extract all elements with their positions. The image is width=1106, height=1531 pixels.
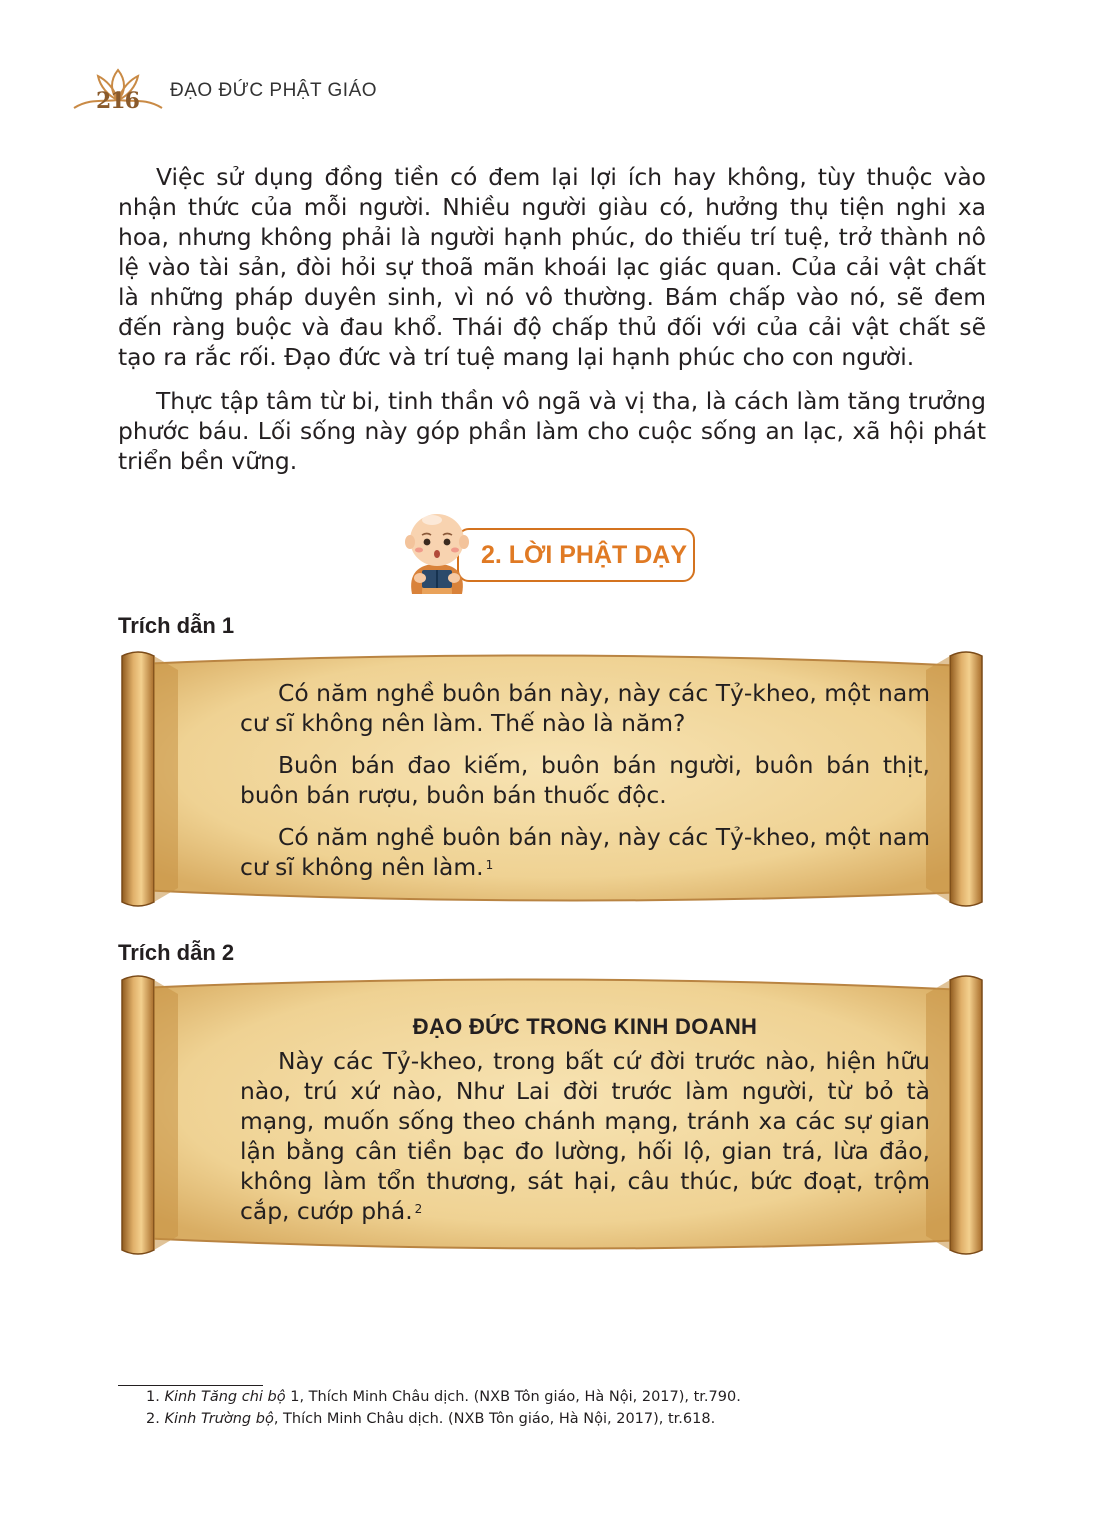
quote-1-heading: Trích dẫn 1 — [118, 613, 235, 638]
footnote-2 — [146, 1411, 715, 1427]
quote-2-text — [240, 1012, 930, 1226]
quote-1-line-1-text: Có năm nghề buôn bán này, này các Tỷ-kheo, một nam cư sĩ không nên làm. Thế nào là năm? — [240, 679, 930, 737]
paragraph-1-text: Việc sử dụng đồng tiền có đem lại lợi ích hay không, tùy thuộc vào nhận thức của mỗi người. Nhiều người giàu có, hưởng thụ tiện nghi xa hoa, nhưng không phải là người hạnh phúc, do thiếu trí tuệ, trở thành nô lệ vào tài sản, đòi hỏi sự thoã mãn khoái lạc giác quan. Của cải vật chất là những pháp duyên sinh, vì nó vô thường. Bám chấp vào nó, sẽ đem đến ràng buộc và đau khổ. Thái độ chấp thủ đối với của cải vật chất sẽ tạo ra rắc rối. Đạo đức và trí tuệ mang lại hạnh phúc cho con người. — [118, 163, 986, 371]
footnote-divider — [118, 1385, 263, 1386]
footnote-1 — [146, 1389, 741, 1405]
quote-2-scroll — [118, 972, 986, 1258]
quote-1-line-2 — [240, 750, 930, 810]
page-header — [70, 66, 470, 116]
footnote-2-citation: , Thích Minh Châu dịch. (NXB Tôn giáo, Hà Nội, 2017), tr.618. — [273, 1411, 716, 1427]
page-number: 216 — [96, 88, 139, 114]
running-header-title: ĐẠO ĐỨC PHẬT GIÁO — [170, 80, 378, 101]
monk-mascot-icon — [398, 508, 476, 598]
quote-2-paragraph-text: Này các Tỷ-kheo, trong bất cứ đời trước nào, hiện hữu nào, trú xứ nào, Như Lai đời trước làm người, từ bỏ tà mạng, muốn sống theo chánh mạng, tránh xa các sự gian lận bằng cân tiền bạc đo lường, hối lộ, gian trá, lừa đảo, không làm tổn thương, sát hại, câu thúc, bức đoạt, trộm cắp, cướp phá. — [240, 1047, 930, 1225]
paragraph-2-text: Thực tập tâm từ bi, tinh thần vô ngã và vị tha, là cách làm tăng trưởng phước báu. Lối sống này góp phần làm cho cuộc sống an lạc, xã hội phát triển bền vững. — [118, 387, 986, 475]
quote-1-line-1 — [240, 678, 930, 738]
quote-2-title: ĐẠO ĐỨC TRONG KINH DOANH — [412, 1014, 758, 1039]
body-paragraph-2 — [118, 386, 986, 476]
quote-2-paragraph — [240, 1046, 930, 1226]
footnote-1-number: 1. — [146, 1389, 160, 1405]
footnote-marker-1[interactable]: 1 — [485, 858, 494, 872]
section-heading-badge — [457, 528, 695, 582]
quote-1-text — [240, 678, 930, 894]
quote-1-line-2-text: Buôn bán đao kiếm, buôn bán người, buôn bán thịt, buôn bán rượu, buôn bán thuốc độc. — [240, 751, 930, 809]
quote-1-scroll — [118, 648, 986, 910]
footnote-1-title: Kinh Tăng chi bộ — [164, 1389, 286, 1405]
quote-1-line-3 — [240, 822, 930, 882]
footnote-1-citation: 1, Thích Minh Châu dịch. (NXB Tôn giáo, Hà Nội, 2017), tr.790. — [285, 1389, 741, 1405]
quote-1-line-3-text: Có năm nghề buôn bán này, này các Tỷ-kheo, một nam cư sĩ không nên làm. — [240, 823, 930, 881]
footnote-2-number: 2. — [146, 1411, 160, 1427]
footnote-2-title: Kinh Trường bộ — [164, 1411, 274, 1427]
quote-2-heading: Trích dẫn 2 — [118, 940, 235, 965]
section-title: 2. LỜI PHẬT DẠY — [480, 541, 688, 569]
footnote-marker-2[interactable]: 2 — [414, 1202, 423, 1216]
body-paragraph-1 — [118, 162, 986, 372]
